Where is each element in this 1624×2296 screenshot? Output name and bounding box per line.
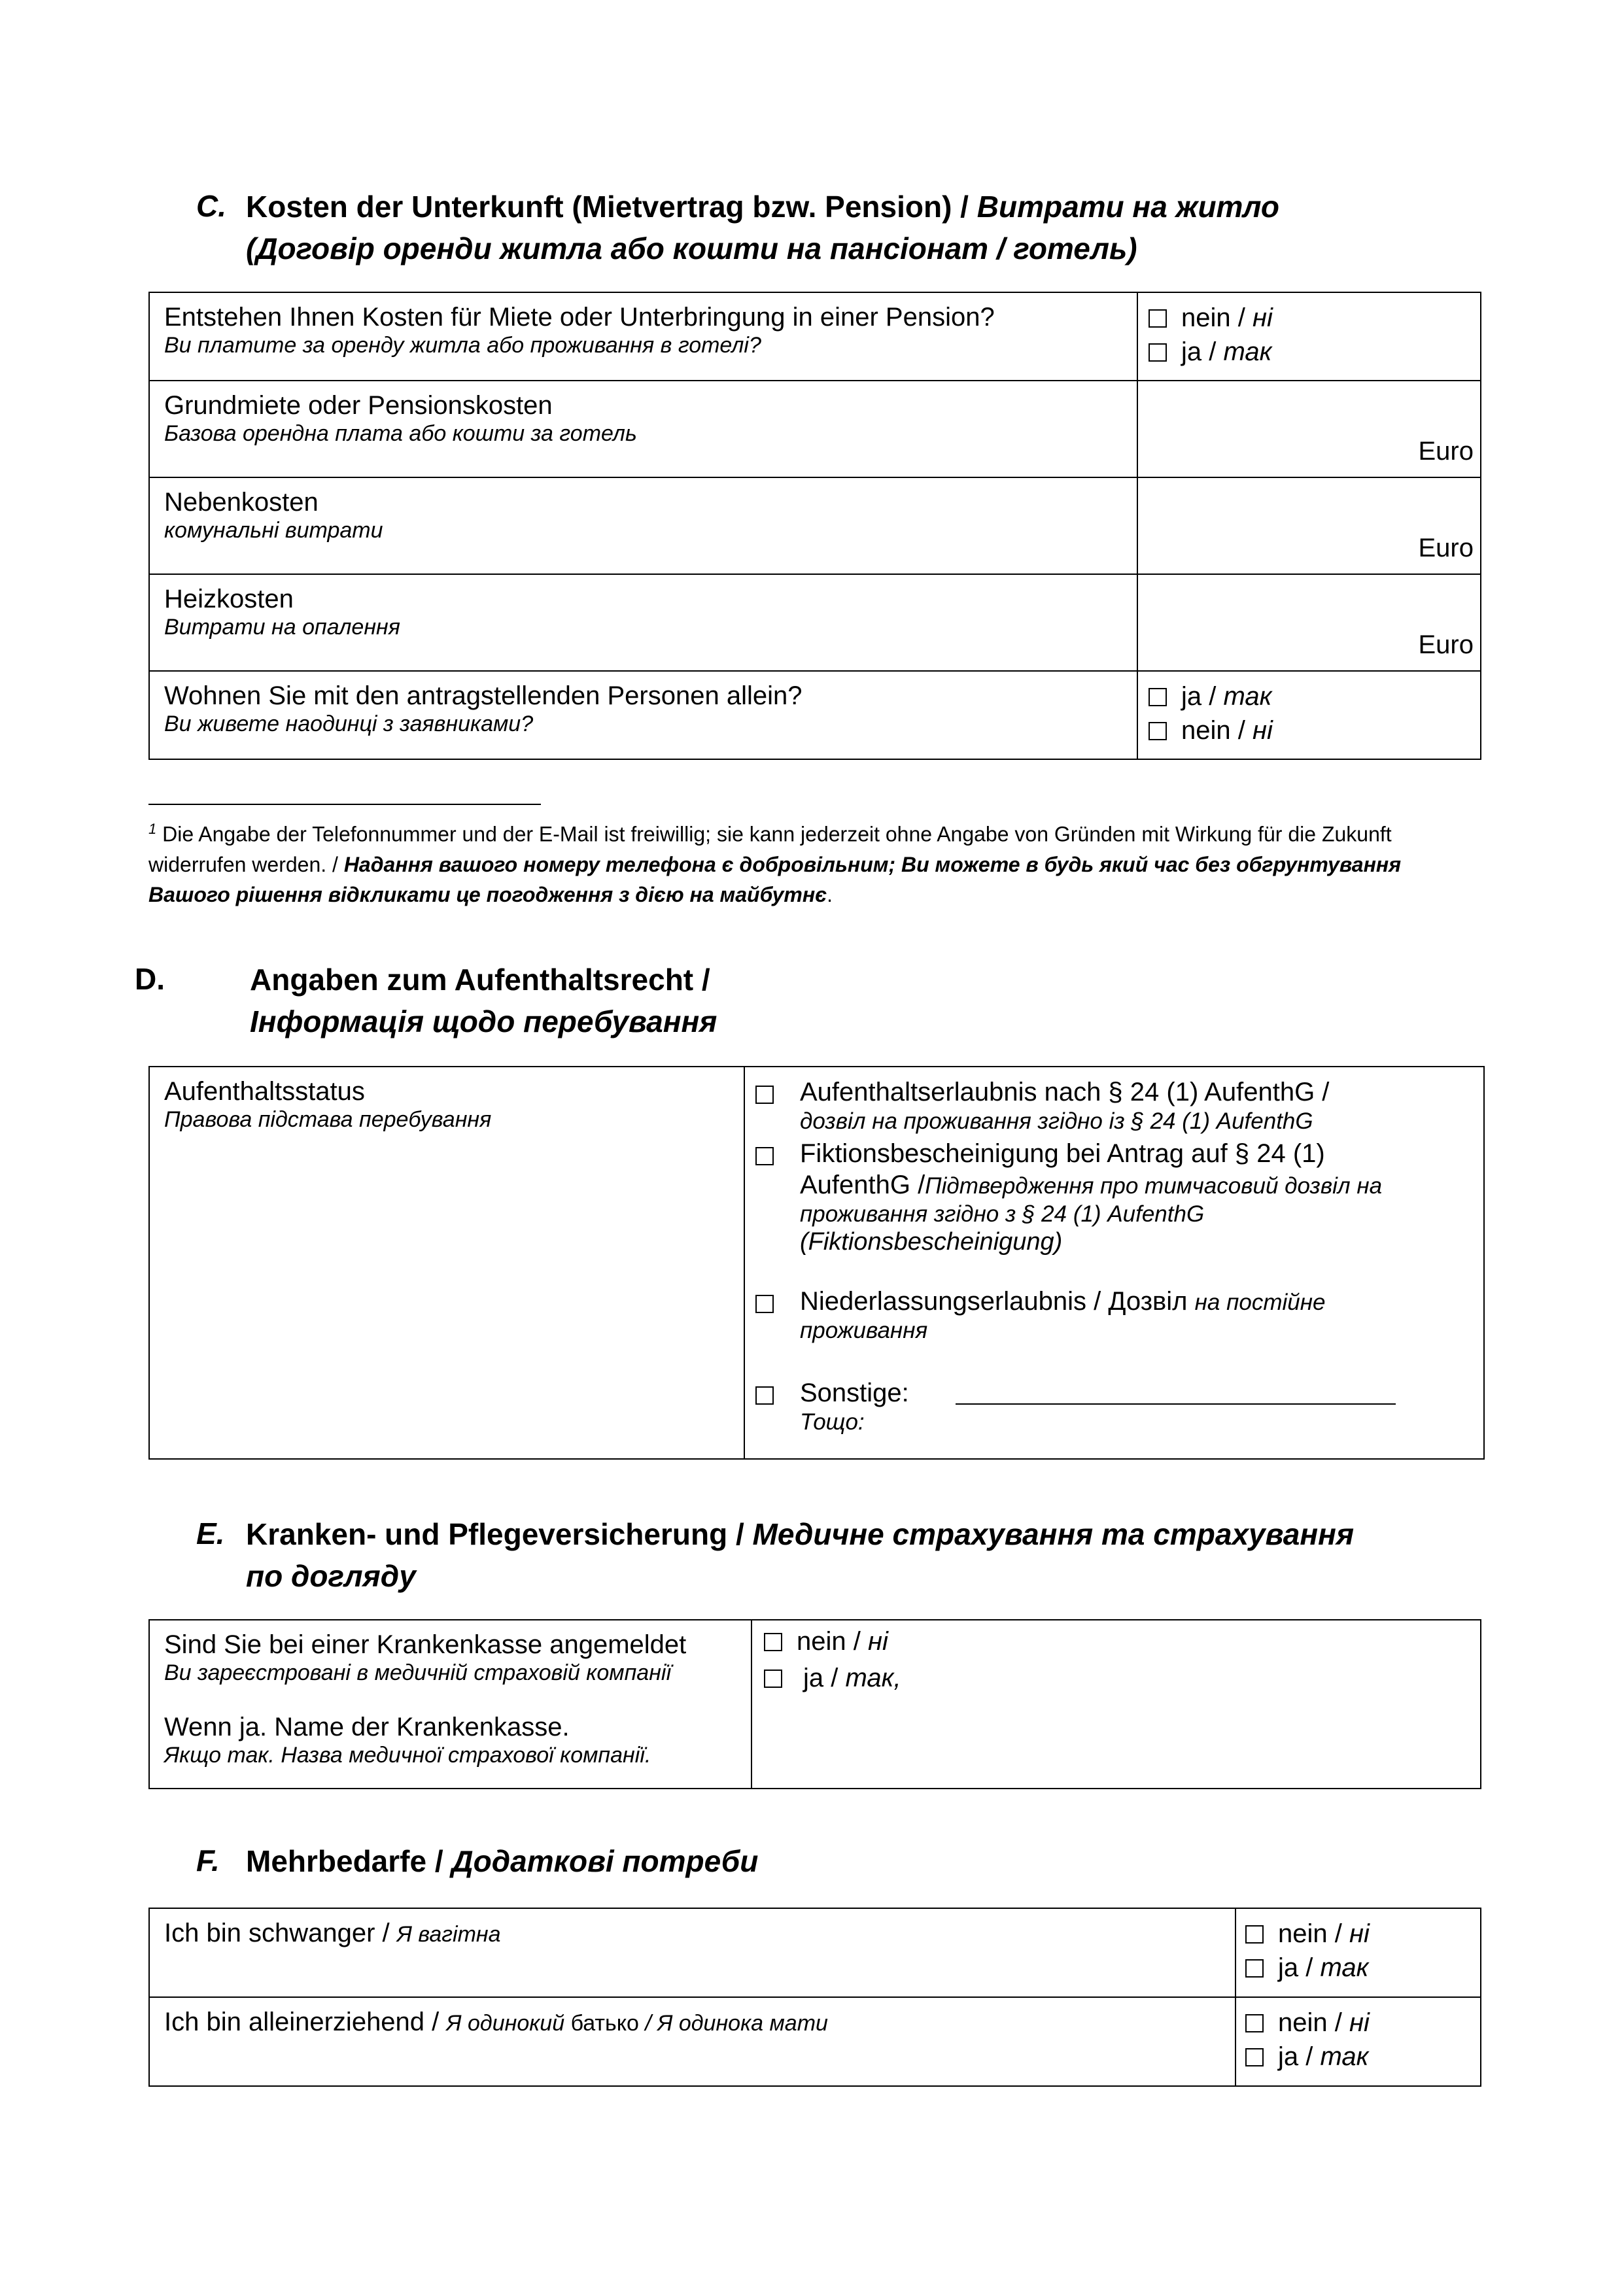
table-row	[149, 1620, 1481, 1789]
checkbox[interactable]	[755, 1386, 774, 1405]
question-cell	[149, 574, 1137, 671]
section-c-title	[246, 186, 1489, 269]
options-cell	[744, 1067, 1484, 1459]
answer-cell	[752, 1620, 1481, 1789]
table-row	[149, 1997, 1481, 2086]
section-d-table	[148, 1066, 1485, 1460]
footnote-mark: 1	[148, 821, 157, 837]
option-nein[interactable]: nein / ні	[1149, 301, 1480, 335]
question-uk: Я одинокий	[446, 2011, 571, 2036]
sonstige-input-line[interactable]	[956, 1403, 1396, 1405]
question-cell	[149, 1908, 1235, 1997]
question-uk-mid: батько	[570, 2011, 639, 2036]
option-de: Aufenthaltserlaubnis nach § 24 (1) AufenthG /	[800, 1078, 1330, 1106]
option-sonstige[interactable]	[755, 1377, 1483, 1436]
question-de: Ich bin schwanger /	[164, 1919, 397, 1947]
table-row	[149, 574, 1481, 671]
question-de: Entstehen Ihnen Kosten für Miete oder Unterbringung in einer Pension?	[164, 303, 995, 332]
table-row	[149, 1067, 1484, 1459]
question-de: Heizkosten	[164, 585, 294, 613]
answer-cell	[1137, 292, 1481, 381]
section-c-table	[148, 292, 1481, 760]
amount-field[interactable]	[1137, 574, 1481, 671]
option-nein[interactable]: nein / ні	[764, 1624, 1480, 1658]
question-uk: Я вагітна	[396, 1922, 501, 1947]
question-de: Ich bin alleinerziehend /	[164, 2008, 447, 2036]
section-c-title-uk: Витрати на житло	[976, 190, 1279, 224]
table-row	[149, 671, 1481, 759]
option-nein[interactable]: nein / ні	[1149, 713, 1480, 747]
section-f-title-de: Mehrbedarfe /	[246, 1844, 443, 1878]
table-row	[149, 381, 1481, 477]
unit-label: Euro	[1418, 437, 1474, 466]
question-cell	[149, 1620, 752, 1789]
option-uk: Підтвердження про тимчасовий дозвіл на	[925, 1173, 1383, 1199]
label-uk: Правова підстава перебування	[164, 1107, 492, 1132]
option-ja[interactable]: ja / так,	[764, 1661, 1480, 1695]
question-uk-2: / Я одинока мати	[638, 2011, 828, 2036]
section-d-title	[250, 959, 1427, 1042]
footnote	[148, 814, 1483, 910]
section-c-letter: C.	[196, 189, 226, 223]
section-c-title-de: Kosten der Unterkunft (Mietvertrag bzw. Pension) /	[246, 190, 969, 224]
checkbox[interactable]	[755, 1147, 774, 1165]
label-cell	[149, 1067, 744, 1459]
footnote-separator	[148, 804, 541, 805]
section-f-letter: F.	[196, 1843, 220, 1877]
option-uk-3: (Fiktionsbescheinigung)	[800, 1228, 1063, 1256]
checkbox[interactable]	[1245, 2014, 1264, 2032]
option-uk: Тощо:	[800, 1409, 865, 1435]
footnote-text-uk: Надання вашого номеру телефона є добровільним; Ви можете в будь який час без обгрунтування Вашого рішення відкликати це погодження з дією на майбутнє	[148, 852, 1402, 906]
question-uk: Базова орендна плата або кошти за готель	[164, 421, 637, 446]
question2-de: Wenn ja. Name der Krankenkasse.	[164, 1713, 570, 1741]
option-ja[interactable]: ja / так	[1245, 1951, 1480, 1985]
option-de: Niederlassungserlaubnis / Дозвіл	[800, 1287, 1195, 1316]
question-uk: Ви живете наодинці з заявниками?	[164, 711, 534, 736]
question-cell	[149, 477, 1137, 574]
section-e-title	[246, 1513, 1489, 1597]
table-row	[149, 477, 1481, 574]
option-de: Fiktionsbescheinigung bei Antrag auf § 24 (1)	[800, 1139, 1325, 1168]
option-ja[interactable]: ja / так	[1149, 679, 1480, 713]
footnote-text-de: Die Angabe der Telefonnummer und der E-Mail ist freiwillig; sie kann jederzeit ohne Angabe von Gründen mit Wirkung für die Zukunft widerrufen werden. /	[148, 822, 1392, 876]
question-uk: Ви зареєстровані в медичній страховій компанії	[164, 1660, 672, 1685]
option-aufenthaltserlaubnis[interactable]	[755, 1076, 1483, 1135]
section-f-title	[246, 1840, 1489, 1882]
checkbox[interactable]	[1149, 688, 1167, 706]
amount-field[interactable]	[1137, 381, 1481, 477]
checkbox[interactable]	[764, 1670, 782, 1688]
section-c-title-uk-2: (Договір оренди житла або кошти на пансіонат / готель)	[246, 231, 1137, 266]
checkbox[interactable]	[1149, 309, 1167, 328]
checkbox[interactable]	[764, 1633, 782, 1651]
section-e-title-uk-2: по догляду	[246, 1559, 416, 1593]
section-e-letter: E.	[196, 1516, 225, 1551]
amount-field[interactable]	[1137, 477, 1481, 574]
option-de: Sonstige:	[800, 1379, 909, 1407]
question-de: Sind Sie bei einer Krankenkasse angemeldet	[164, 1630, 687, 1659]
question-cell	[149, 671, 1137, 759]
option-fiktionsbescheinigung[interactable]	[755, 1138, 1483, 1256]
question-uk: комунальні витрати	[164, 518, 383, 543]
option-niederlassungserlaubnis[interactable]	[755, 1286, 1483, 1345]
option-ja[interactable]: ja / так	[1149, 335, 1480, 369]
option-uk-2: проживання	[800, 1318, 928, 1343]
footnote-end: .	[827, 882, 833, 906]
question-de: Nebenkosten	[164, 488, 319, 517]
question-uk: Витрати на опалення	[164, 615, 400, 640]
section-f-table	[148, 1908, 1481, 2087]
option-de-2: AufenthG /	[800, 1171, 925, 1199]
question-uk: Ви платите за оренду житла або проживання в готелі?	[164, 333, 761, 358]
answer-cell	[1137, 671, 1481, 759]
checkbox[interactable]	[755, 1295, 774, 1313]
checkbox[interactable]	[1245, 1959, 1264, 1978]
option-uk: дозвіл на проживання згідно із § 24 (1) AufenthG	[800, 1108, 1313, 1134]
section-f-title-uk: Додаткові потреби	[451, 1844, 759, 1878]
question-cell	[149, 292, 1137, 381]
checkbox[interactable]	[1245, 1925, 1264, 1944]
section-d-title-uk: Інформація щодо перебування	[250, 1004, 717, 1038]
question-de: Grundmiete oder Pensionskosten	[164, 391, 553, 420]
checkbox[interactable]	[755, 1086, 774, 1104]
table-row	[149, 1908, 1481, 1997]
question2-uk: Якщо так. Назва медичної страхової компанії.	[164, 1743, 651, 1768]
section-d-letter: D.	[135, 962, 165, 996]
answer-cell	[1235, 1997, 1481, 2086]
checkbox[interactable]	[1149, 343, 1167, 362]
table-row	[149, 292, 1481, 381]
section-e-table	[148, 1619, 1481, 1789]
option-nein[interactable]: nein / ні	[1245, 1917, 1480, 1951]
option-nein[interactable]: nein / ні	[1245, 2006, 1480, 2040]
option-uk: на постійне	[1194, 1290, 1326, 1315]
unit-label: Euro	[1418, 630, 1474, 659]
question-cell	[149, 381, 1137, 477]
checkbox[interactable]	[1149, 722, 1167, 740]
checkbox[interactable]	[1245, 2048, 1264, 2066]
question-cell	[149, 1997, 1235, 2086]
question-de: Wohnen Sie mit den antragstellenden Personen allein?	[164, 681, 803, 710]
answer-cell	[1235, 1908, 1481, 1997]
label-de: Aufenthaltsstatus	[164, 1077, 365, 1106]
section-e-title-uk: Медичне страхування та страхування	[752, 1517, 1355, 1551]
section-e-title-de: Kranken- und Pflegeversicherung /	[246, 1517, 744, 1551]
option-uk-2: проживання згідно з § 24 (1) AufenthG	[800, 1201, 1205, 1227]
unit-label: Euro	[1418, 534, 1474, 562]
option-ja[interactable]: ja / так	[1245, 2040, 1480, 2074]
section-d-title-de: Angaben zum Aufenthaltsrecht /	[250, 963, 710, 997]
